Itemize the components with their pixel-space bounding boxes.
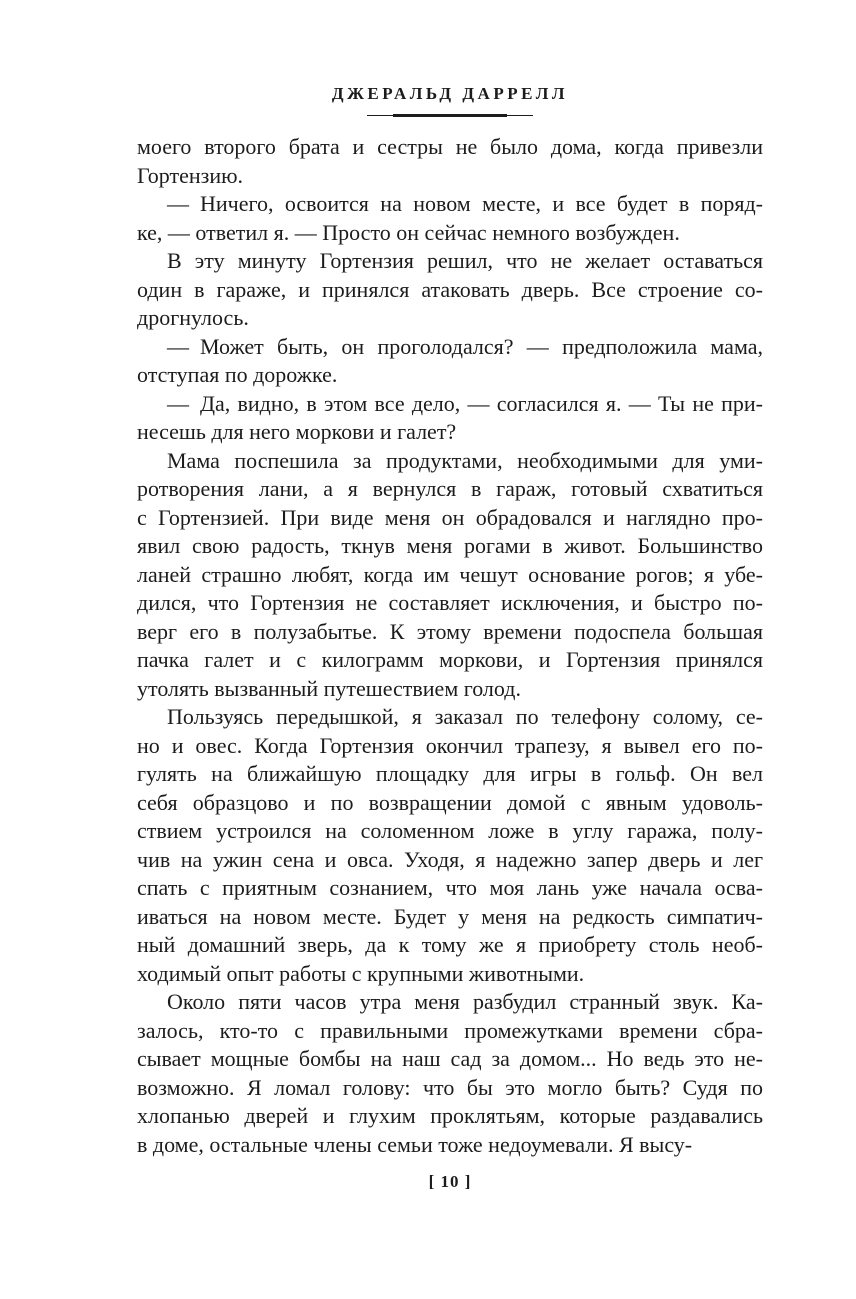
text-line: хлопанью дверей и глухим проклятьям, которые раздавались: [137, 1103, 763, 1128]
text-line: утолять вызванный путешествием голод.: [137, 675, 521, 701]
text-line: Мама поспешила за продуктами, необходимыми для уми-: [167, 447, 763, 473]
text-line: возможно. Я ломал голову: что бы это могло быть? Судя по: [137, 1074, 763, 1100]
text-line: — Может быть, он проголодался? — предположила мама,: [167, 333, 763, 359]
text-line: ствием устроился на соломенном ложе в углу гаража, полу-: [137, 818, 763, 843]
text-line: явил свою радость, ткнув меня рогами в живот. Большинство: [137, 533, 763, 558]
text-line: спать с приятным сознанием, что моя лань уже начала осва-: [137, 875, 763, 900]
text-line: в доме, остальные члены семьи тоже недоумевали. Я высу-: [137, 1131, 693, 1157]
page-number: [ 10 ]: [428, 1172, 472, 1191]
text-line: ный домашний зверь, да к тому же я приобрету столь необ-: [137, 932, 763, 957]
text-line: — Да, видно, в этом все дело, — согласился я. — Ты не при-: [167, 390, 763, 416]
text-line: отступая по дорожке.: [137, 362, 338, 387]
text-line: несешь для него моркови и галет?: [137, 419, 457, 444]
body-text-block: [137, 133, 763, 1159]
running-header-author: ДЖЕРАЛЬД ДАРРЕЛЛ: [331, 84, 569, 103]
text-line: верг его в полузабытье. К этому времени подоспела большая: [137, 618, 763, 644]
text-line: сывает мощные бомбы на наш сад за домом... Но ведь это не-: [137, 1046, 763, 1071]
text-line: чив на ужин сена и овса. Уходя, я надежно запер дверь и лег: [137, 846, 763, 872]
text-line: ке, — ответил я. — Просто он сейчас немного возбужден.: [137, 219, 680, 245]
text-line: моего второго брата и сестры не было дома, когда привезли: [137, 134, 763, 159]
text-line: Около пяти часов утра меня разбудил странный звук. Ка-: [167, 989, 763, 1014]
text-line: иваться на новом месте. Будет у меня на редкость симпатич-: [137, 903, 763, 929]
text-line: один в гараже, и принялся атаковать дверь. Все строение со-: [137, 276, 763, 302]
text-line: гулять на ближайшую площадку для игры в гольф. Он вел: [137, 761, 763, 786]
text-line: ходимый опыт работы с крупными животными.: [137, 960, 585, 986]
divider-thick-line: [393, 114, 507, 117]
text-line: ротворения лани, а я вернулся в гараж, готовый схватиться: [137, 476, 763, 501]
text-line: с Гортензией. При виде меня он обрадовался и наглядно про-: [137, 504, 763, 530]
page-footer: [137, 1172, 763, 1192]
text-line: себя образцово и по возвращении домой с явным удоволь-: [137, 789, 763, 815]
text-line: дился, что Гортензия не составляет исключения, и быстро по-: [137, 590, 763, 615]
text-line: но и овес. Когда Гортензия окончил трапезу, я вывел его по-: [137, 732, 763, 758]
header-divider-rule: [367, 114, 533, 117]
running-header: [137, 0, 763, 117]
text-line: — Ничего, освоится на новом месте, и все будет в поряд-: [167, 191, 763, 216]
text-line: Пользуясь передышкой, я заказал по телефону солому, се-: [167, 704, 763, 729]
text-line: ланей страшно любят, когда им чешут основание рогов; я убе-: [137, 561, 763, 587]
text-line: Гортензию.: [137, 162, 244, 188]
text-line: дрогнулось.: [137, 305, 249, 330]
text-line: залось, кто-то с правильными промежутками времени сбра-: [137, 1017, 763, 1043]
text-line: пачка галет и с килограмм моркови, и Гортензия принялся: [137, 647, 763, 672]
text-line: В эту минуту Гортензия решил, что не желает оставаться: [167, 248, 763, 273]
